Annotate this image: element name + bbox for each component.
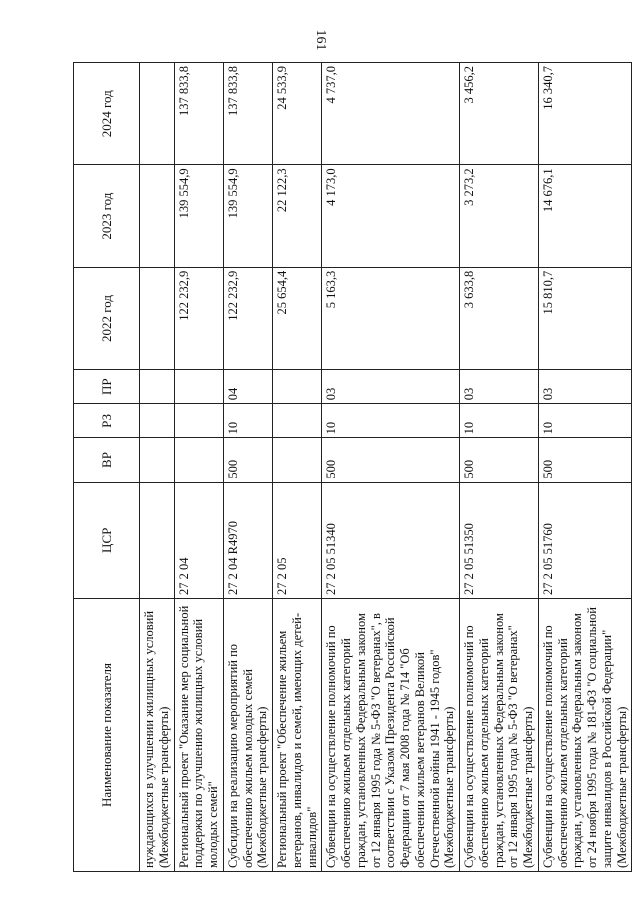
cell-2024: 137 833,8 bbox=[174, 63, 223, 165]
cell-pr: 03 bbox=[322, 370, 460, 404]
cell-name: Субсидии на реализацию мероприятий по обеспечению жильем молодых семей (Межбюджетные трансферты) bbox=[223, 599, 272, 872]
cell-2024: 3 456,2 bbox=[460, 63, 539, 165]
header-vr: ВР bbox=[74, 438, 140, 482]
cell-2024: 137 833,8 bbox=[223, 63, 272, 165]
cell-pr: 03 bbox=[538, 370, 632, 404]
cell-2023: 139 554,9 bbox=[174, 165, 223, 267]
cell-2023: 139 554,9 bbox=[223, 165, 272, 267]
header-2023: 2023 год bbox=[74, 165, 140, 267]
header-2024: 2024 год bbox=[74, 63, 140, 165]
cell-vr bbox=[174, 438, 223, 482]
cell-vr: 500 bbox=[223, 438, 272, 482]
cell-2024: 24 533,9 bbox=[273, 63, 322, 165]
cell-2022 bbox=[140, 267, 175, 369]
header-name: Наименование показателя bbox=[74, 599, 140, 872]
cell-pr: 04 bbox=[223, 370, 272, 404]
cell-csr: 27 2 05 51760 bbox=[538, 482, 632, 598]
cell-2024: 4 737,0 bbox=[322, 63, 460, 165]
cell-vr: 500 bbox=[538, 438, 632, 482]
rotated-table-container bbox=[73, 62, 629, 872]
cell-2023 bbox=[140, 165, 175, 267]
table-row bbox=[174, 63, 223, 872]
cell-2023: 4 173,0 bbox=[322, 165, 460, 267]
cell-2022: 3 633,8 bbox=[460, 267, 539, 369]
cell-rz: 10 bbox=[322, 404, 460, 438]
cell-name: Субвенции на осуществление полномочий по обеспечению жильем отдельных категорий граждан, установленных Федеральным законом от 12 января 1995 года № 5-ФЗ "О ветеранах" (Межбюджетные трансферты) bbox=[460, 599, 539, 872]
cell-csr: 27 2 04 bbox=[174, 482, 223, 598]
cell-name: Субвенции на осуществление полномочий по обеспечению жильем отдельных категорий граждан, установленных Федеральным законом от 24 ноября 1995 года № 181-ФЗ "О социальной защите инвалидов в Российской Федерации" (Межбюджетные трансферты) bbox=[538, 599, 632, 872]
cell-csr bbox=[140, 482, 175, 598]
cell-pr bbox=[273, 370, 322, 404]
cell-2022: 122 232,9 bbox=[174, 267, 223, 369]
cell-vr bbox=[273, 438, 322, 482]
cell-name: Субвенции на осуществление полномочий по обеспечению жильем отдельных категорий граждан, установленных Федеральным законом от 12 января 1995 года № 5-ФЗ "О ветеранах", в соответствии с Указом Президента Российской Федерации от 7 мая 2008 года № 714 "Об обеспечении жильем ветеранов Великой Отечественной войны 1941 - 1945 годов" (Межбюджетные трансферты) bbox=[322, 599, 460, 872]
cell-rz bbox=[140, 404, 175, 438]
cell-rz: 10 bbox=[538, 404, 632, 438]
cell-2023: 22 122,3 bbox=[273, 165, 322, 267]
table-row bbox=[273, 63, 322, 872]
cell-csr: 27 2 05 51350 bbox=[460, 482, 539, 598]
header-pr: ПР bbox=[74, 370, 140, 404]
cell-2022: 15 810,7 bbox=[538, 267, 632, 369]
cell-2022: 5 163,3 bbox=[322, 267, 460, 369]
cell-rz bbox=[174, 404, 223, 438]
table-header-row bbox=[74, 63, 140, 872]
header-2022: 2022 год bbox=[74, 267, 140, 369]
cell-csr: 27 2 05 bbox=[273, 482, 322, 598]
cell-2022: 25 654,4 bbox=[273, 267, 322, 369]
cell-vr bbox=[140, 438, 175, 482]
cell-name: нуждающихся в улучшении жилищных условий (Межбюджетные трансферты) bbox=[140, 599, 175, 872]
cell-rz bbox=[273, 404, 322, 438]
cell-2024: 16 340,7 bbox=[538, 63, 632, 165]
cell-vr: 500 bbox=[322, 438, 460, 482]
cell-name: Региональный проект "Обеспечение жильем ветеранов, инвалидов и семей, имеющих детей-инвалидов" bbox=[273, 599, 322, 872]
table-row bbox=[140, 63, 175, 872]
cell-2024 bbox=[140, 63, 175, 165]
cell-csr: 27 2 04 R4970 bbox=[223, 482, 272, 598]
table-row bbox=[322, 63, 460, 872]
cell-2022: 122 232,9 bbox=[223, 267, 272, 369]
header-rz: РЗ bbox=[74, 404, 140, 438]
cell-2023: 3 273,2 bbox=[460, 165, 539, 267]
cell-2023: 14 676,1 bbox=[538, 165, 632, 267]
table-row bbox=[538, 63, 632, 872]
cell-name: Региональный проект "Оказание мер социальной поддержки по улучшению жилищных условий молодых семей" bbox=[174, 599, 223, 872]
table-row bbox=[460, 63, 539, 872]
cell-pr: 03 bbox=[460, 370, 539, 404]
table-row bbox=[223, 63, 272, 872]
page-number: 161 bbox=[313, 29, 328, 51]
cell-pr bbox=[140, 370, 175, 404]
cell-rz: 10 bbox=[223, 404, 272, 438]
cell-csr: 27 2 05 51340 bbox=[322, 482, 460, 598]
budget-table bbox=[73, 62, 632, 872]
cell-rz: 10 bbox=[460, 404, 539, 438]
cell-pr bbox=[174, 370, 223, 404]
header-csr: ЦСР bbox=[74, 482, 140, 598]
cell-vr: 500 bbox=[460, 438, 539, 482]
